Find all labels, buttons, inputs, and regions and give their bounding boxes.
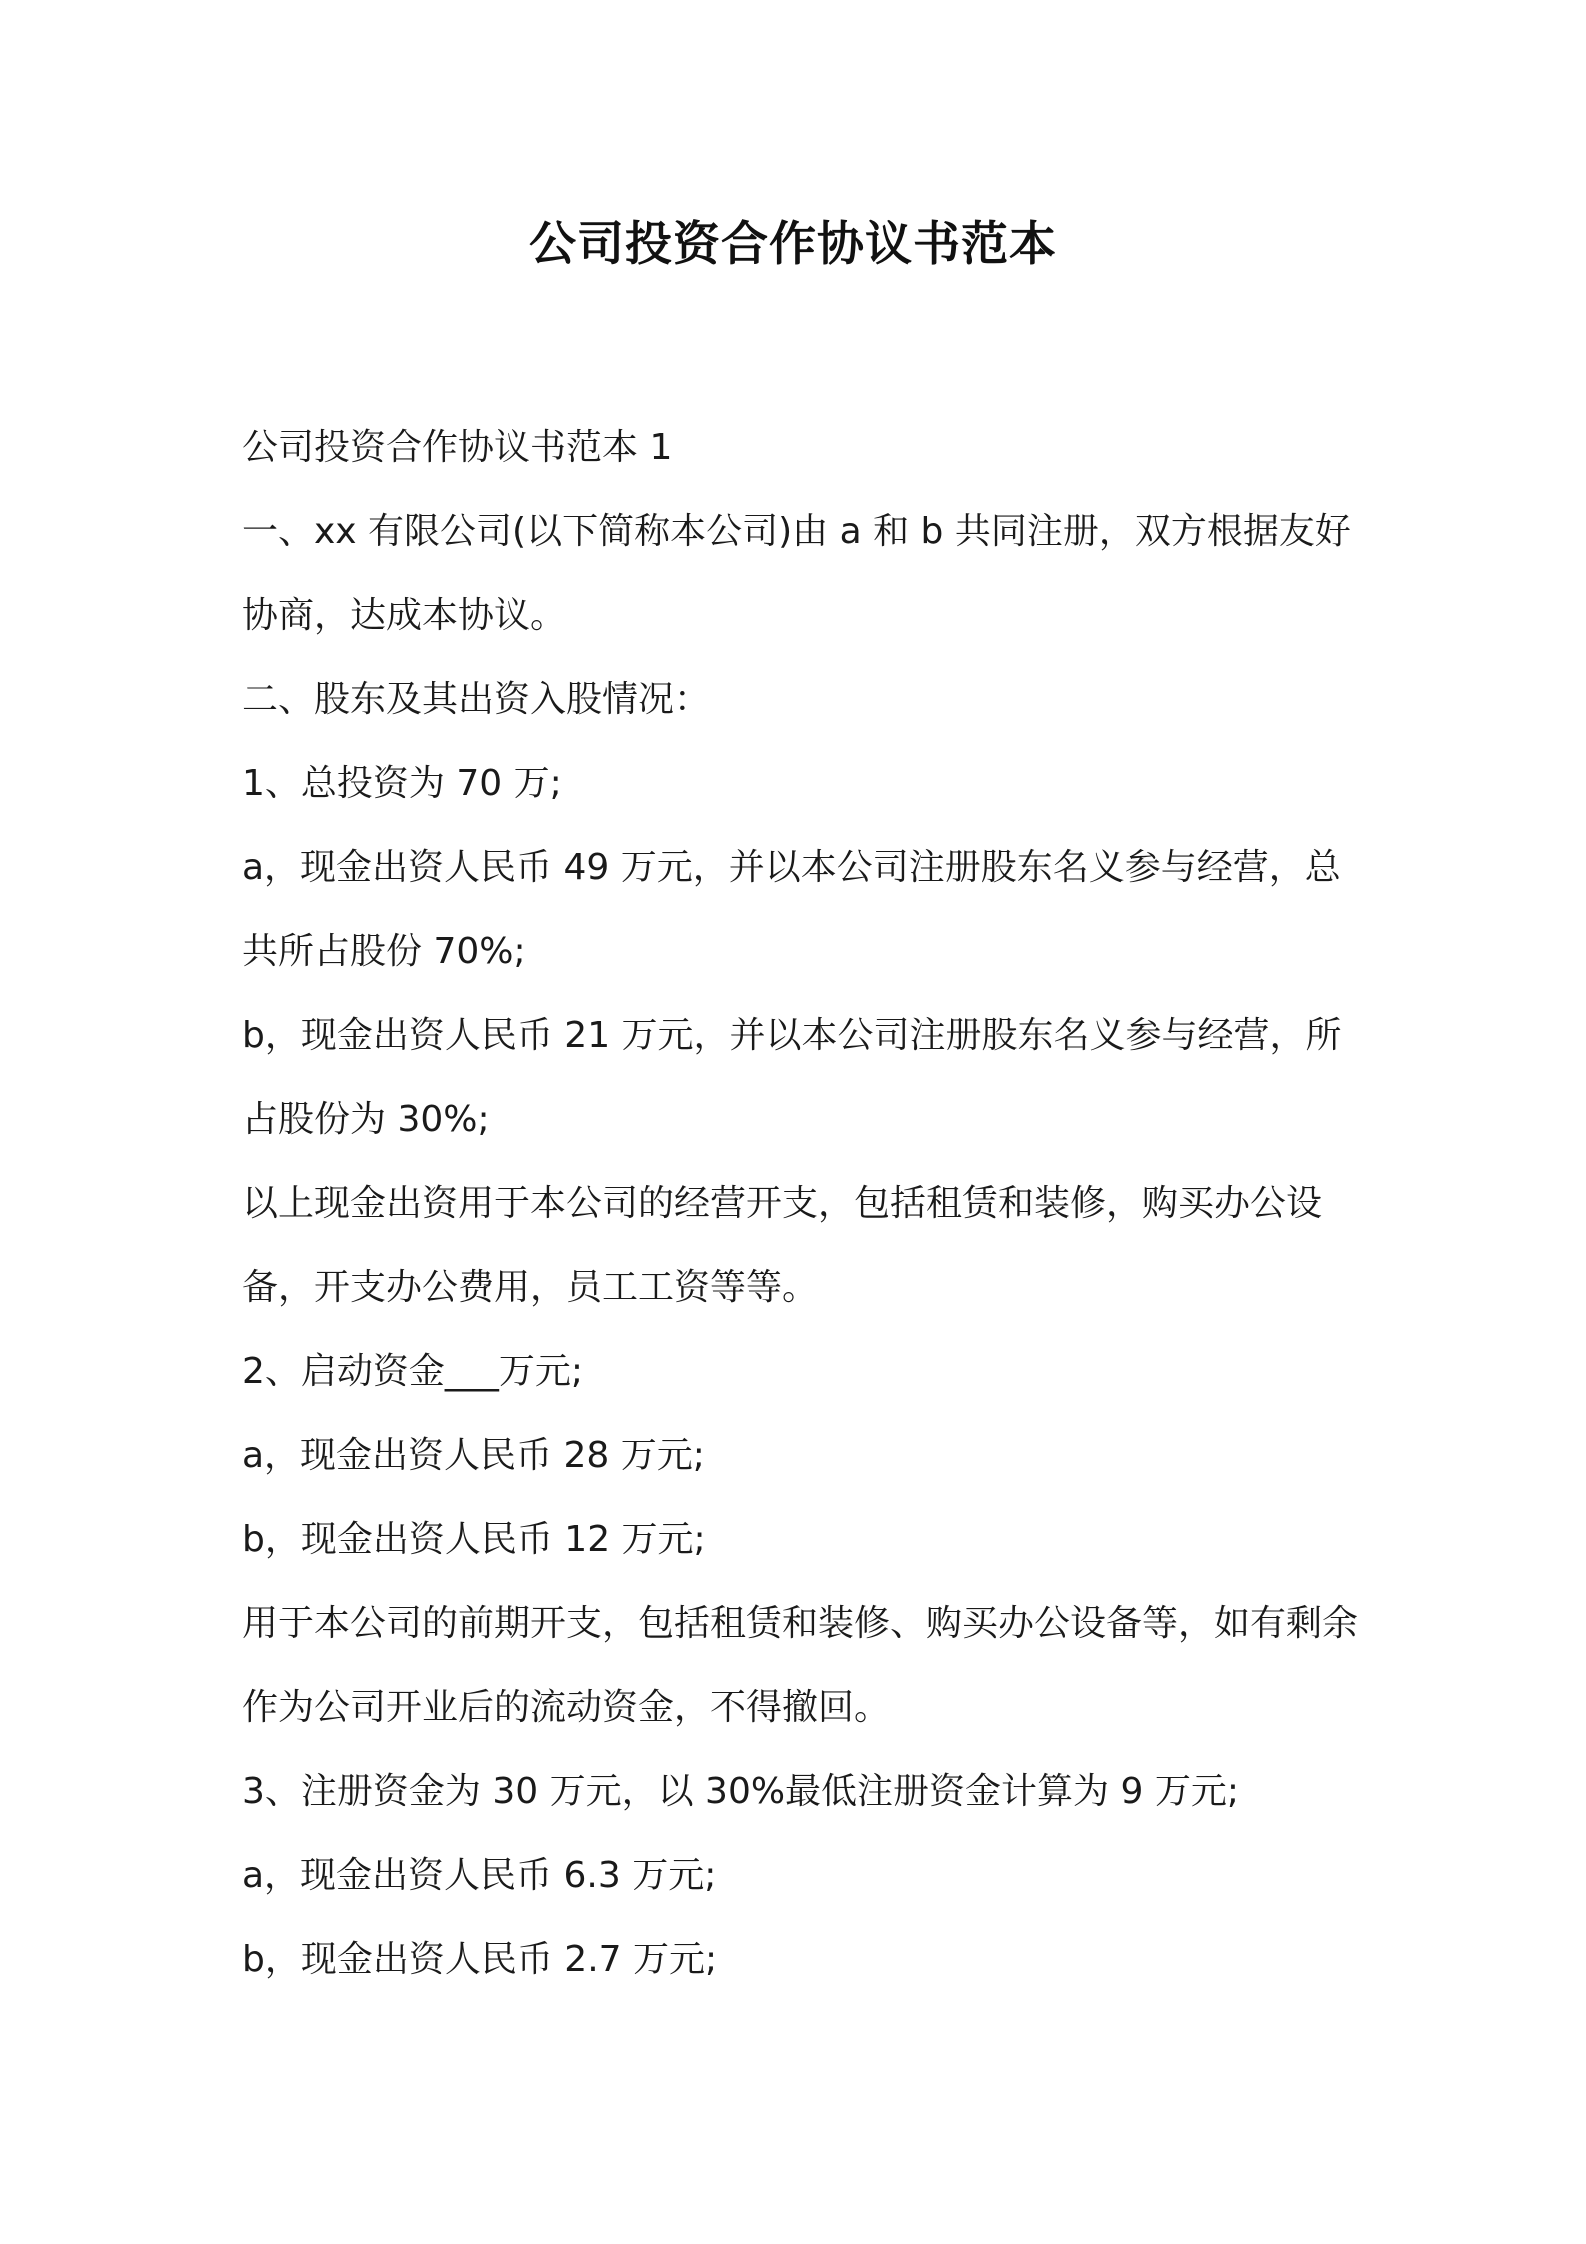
paragraph-item-1a: a，现金出资人民币 49 万元，并以本公司注册股东名义参与经营，总共所占股份 70%; xyxy=(242,847,1341,972)
paragraph-item-3a: a，现金出资人民币 6.3 万元; xyxy=(242,1855,717,1896)
paragraph-item-2a: a，现金出资人民币 28 万元; xyxy=(242,1435,705,1476)
paragraph-clause-2: 二、股东及其出资入股情况： xyxy=(242,679,711,720)
paragraph-item-2: 2、启动资金___万元; xyxy=(242,1351,584,1392)
paragraph-subtitle: 公司投资合作协议书范本 1 xyxy=(242,427,673,468)
paragraph-item-3b: b，现金出资人民币 2.7 万元; xyxy=(242,1939,718,1980)
paragraph-item-1-note: 以上现金出资用于本公司的经营开支，包括租赁和装修，购买办公设备，开支办公费用，员工工资等等。 xyxy=(242,1183,1323,1308)
paragraph-clause-1: 一、xx 有限公司(以下简称本公司)由 a 和 b 共同注册，双方根据友好协商，达成本协议。 xyxy=(242,511,1351,636)
paragraph-item-2b: b，现金出资人民币 12 万元; xyxy=(242,1519,706,1560)
paragraph-item-2-note: 用于本公司的前期开支，包括租赁和装修、购买办公设备等，如有剩余作为公司开业后的流动资金，不得撤回。 xyxy=(242,1603,1359,1728)
paragraph-item-3: 3、注册资金为 30 万元，以 30%最低注册资金计算为 9 万元; xyxy=(242,1771,1239,1812)
document-body xyxy=(242,406,1362,2002)
document-title: 公司投资合作协议书范本 xyxy=(529,217,1057,272)
paragraph-item-1: 1、总投资为 70 万; xyxy=(242,763,562,804)
paragraph-item-1b: b，现金出资人民币 21 万元，并以本公司注册股东名义参与经营，所占股份为 30%; xyxy=(242,1015,1342,1140)
